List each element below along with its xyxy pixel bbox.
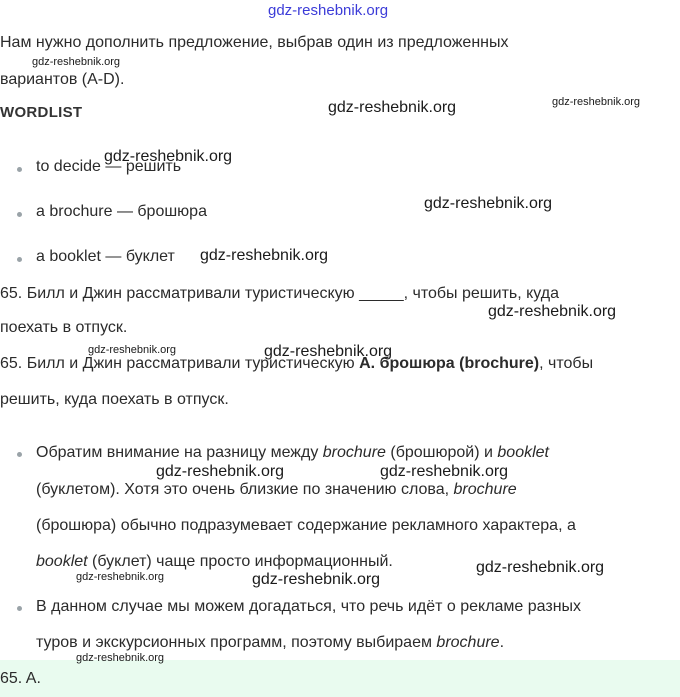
- wordlist-title: WORDLIST: [0, 104, 83, 121]
- watermark: gdz-reshebnik.org: [156, 463, 285, 480]
- wordlist-item: a brochure — брошюра: [36, 203, 207, 220]
- explanation-1-line-3: (брошюра) обычно подразумевает содержание рекламного характера, а: [36, 517, 576, 534]
- wordlist-item: to decide — решить: [36, 158, 182, 175]
- watermark: gdz-reshebnik.org: [252, 571, 381, 588]
- watermark: gdz-reshebnik.org: [76, 652, 165, 664]
- watermark: gdz-reshebnik.org: [104, 148, 233, 165]
- explanation-2-line-2: туров и экскурсионных программ, поэтому выбираем brochure.: [36, 634, 505, 651]
- explanation-1-line-2: (буклетом). Хотя это очень близкие по значению слова, brochure: [36, 481, 517, 498]
- watermark: gdz-reshebnik.org: [476, 559, 605, 576]
- solution-line-2: решить, куда поехать в отпуск.: [0, 391, 229, 408]
- answer-highlight: [0, 660, 680, 697]
- bullet-icon: [17, 452, 22, 457]
- question-line-1: 65. Билл и Джин рассматривали туристическую _____, чтобы решить, куда: [0, 285, 559, 302]
- watermark: gdz-reshebnik.org: [32, 56, 121, 68]
- bullet-icon: [17, 257, 22, 262]
- watermark: gdz-reshebnik.org: [264, 343, 393, 360]
- final-answer: 65. A.: [0, 670, 41, 687]
- watermark: gdz-reshebnik.org: [552, 96, 641, 108]
- bullet-icon: [17, 167, 22, 172]
- bullet-icon: [17, 212, 22, 217]
- question-line-2: поехать в отпуск.: [0, 319, 128, 336]
- watermark: gdz-reshebnik.org: [488, 303, 617, 320]
- watermark: gdz-reshebnik.org: [380, 463, 509, 480]
- watermark: gdz-reshebnik.org: [88, 344, 177, 356]
- watermark: gdz-reshebnik.org: [328, 99, 457, 116]
- explanation-2-line-1: В данном случае мы можем догадаться, что речь идёт о рекламе разных: [36, 598, 582, 615]
- watermark-top: gdz-reshebnik.org: [268, 2, 389, 19]
- wordlist-item: a booklet — буклет: [36, 248, 175, 265]
- solution-line-1: 65. Билл и Джин рассматривали туристическую A. брошюра (brochure), чтобы: [0, 355, 594, 372]
- explanation-1-line-1: Обратим внимание на разницу между brochure (брошюрой) и booklet: [36, 444, 549, 461]
- answer-choice: A. брошюра (brochure): [359, 355, 540, 372]
- watermark: gdz-reshebnik.org: [424, 195, 553, 212]
- watermark: gdz-reshebnik.org: [200, 247, 329, 264]
- intro-line-2: вариантов (A-D).: [0, 71, 125, 88]
- intro-line-1: Нам нужно дополнить предложение, выбрав один из предложенных: [0, 34, 509, 51]
- explanation-1-line-4: booklet (буклет) чаще просто информационный.: [36, 553, 393, 570]
- watermark: gdz-reshebnik.org: [76, 571, 165, 583]
- bullet-icon: [17, 606, 22, 611]
